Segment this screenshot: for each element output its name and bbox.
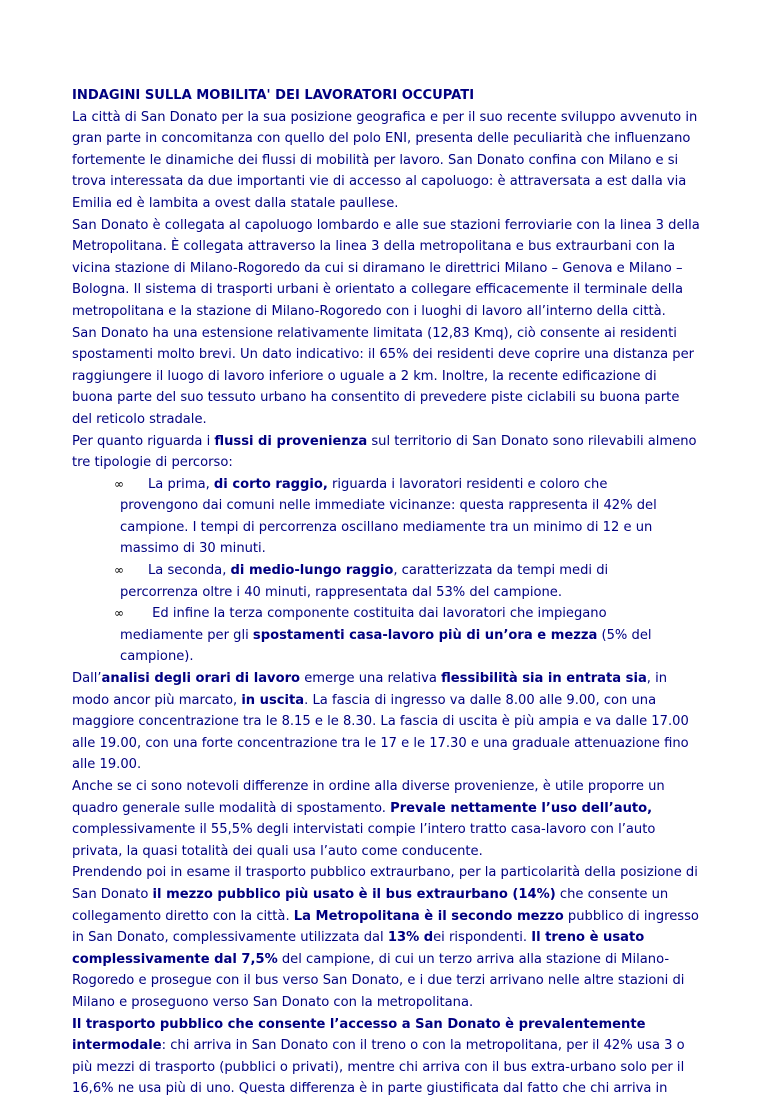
text-run: in San Donato, complessivamente utilizzata dal: [72, 930, 388, 946]
bold-text: intermodale: [72, 1038, 162, 1054]
bold-text: di corto raggio,: [213, 476, 328, 492]
paragraph-line: [72, 1035, 704, 1057]
text-run: La prima,: [148, 476, 214, 492]
text-run: , caratterizzata da tempi medi di: [393, 563, 609, 579]
paragraph-line: gran parte in concomitanza con quello del polo ENI, presenta delle peculiarità che influenzano: [72, 131, 691, 147]
paragraph-line: 16,6% ne usa più di uno. Questa differenza è in parte giustificata dal fatto che chi arriva in: [72, 1081, 668, 1097]
paragraph-line: alle 19.00.: [72, 757, 142, 773]
paragraph-line: Anche se ci sono notevoli differenze in ordine alla diverse provenienze, è utile proporre un: [72, 779, 665, 794]
paragraph-line: alle 19.00, con una forte concentrazione tra le 17 e le 17.30 e una graduale attenuazione fino: [72, 735, 689, 751]
bold-text: in uscita: [241, 692, 305, 708]
text-run: . La fascia di ingresso va dalle 8.00 alle 9.00, con una: [304, 692, 657, 708]
bold-text: complessivamente dal 7,5%: [72, 951, 278, 967]
bold-text: flussi di provenienza: [214, 433, 368, 449]
text-run: San Donato: [72, 886, 153, 902]
bold-text: Prevale nettamente l’uso dell’auto,: [390, 800, 653, 816]
paragraph-line: [72, 906, 704, 928]
document-body: [72, 85, 704, 1100]
paragraph-line: privata, la quasi totalità dei quali usa l’auto come conducente.: [72, 843, 483, 859]
document-title: INDAGINI SULLA MOBILITA' DEI LAVORATORI OCCUPATI: [72, 88, 475, 103]
paragraph-line: Milano e proseguono verso San Donato con la metropolitana.: [72, 994, 474, 1010]
paragraph-line: spostamenti molto brevi. Un dato indicativo: il 65% dei residenti deve coprire una distanza per: [72, 347, 695, 363]
paragraph-line: Rogoredo e prosegue con il bus verso San Donato, e i due terzi arrivano nelle altre stazioni di: [72, 973, 685, 989]
paragraph-line: [72, 798, 704, 820]
text-run: Per quanto riguarda i: [72, 433, 215, 449]
paragraph-line: maggiore concentrazione tra le 8.15 e le 8.30. La fascia di uscita è più ampia e va dalle 17.00: [72, 714, 689, 730]
bullet-continuation: massimo di 30 minuti.: [120, 541, 266, 557]
bullet-continuation: percorrenza oltre i 40 minuti, rappresentata dal 53% del campione.: [120, 584, 562, 600]
bullet-item: [72, 474, 704, 496]
bold-text: spostamenti casa-lavoro più di un’ora e mezza: [252, 627, 598, 643]
bullet-continuation: provengono dai comuni nelle immediate vicinanze: questa rappresenta il 42% del: [120, 498, 657, 514]
text-run: emerge una relativa: [300, 671, 442, 687]
text-run: mediamente per gli: [120, 627, 253, 643]
text-run: , in: [646, 671, 668, 687]
paragraph-line: San Donato è collegata al capoluogo lombardo e alle sue stazioni ferroviarie con la linea 3 della: [72, 217, 700, 233]
paragraph-line: complessivamente il 55,5% degli intervistati compie l’intero tratto casa-lavoro con l’auto: [72, 822, 656, 838]
paragraph-line: [72, 690, 704, 712]
paragraph-line: tre tipologie di percorso:: [72, 455, 233, 471]
paragraph-line: Bologna. Il sistema di trasporti urbani è orientato a collegare efficacemente il terminale della: [72, 282, 684, 298]
bold-text: Il treno è usato: [531, 930, 645, 946]
paragraph-line: raggiungere il luogo di lavoro inferiore o uguale a 2 km. Inoltre, la recente edificazione di: [72, 368, 657, 384]
paragraph-line: metropolitana e la stazione di Milano-Rogoredo con i luoghi di lavoro all’interno della città.: [72, 303, 666, 319]
paragraph-line: buona parte del suo tessuto urbano ha consentito di prevedere piste ciclabili su buona parte: [72, 390, 680, 406]
text-run: riguarda i lavoratori residenti e coloro che: [327, 476, 608, 492]
text-run: (5% del: [597, 627, 652, 643]
paragraph-line: più mezzi di trasporto (pubblici o privati), mentre chi arriva con il bus extra-urbano solo per il: [72, 1059, 685, 1075]
paragraph-line: Prendendo poi in esame il trasporto pubblico extraurbano, per la particolarità della posizione di: [72, 865, 698, 881]
paragraph-line: Metropolitana. È collegata attraverso la linea 3 della metropolitana e bus extraurbani con la: [72, 239, 676, 255]
text-run: modo ancor più marcato,: [72, 692, 242, 708]
bold-text: il mezzo pubblico più usato è il bus extraurbano (14%): [152, 886, 556, 902]
paragraph-line: Il trasporto pubblico che consente l’accesso a San Donato è prevalentemente: [72, 1016, 646, 1032]
text-run: collegamento diretto con la città.: [72, 908, 294, 924]
paragraph-line: [72, 431, 704, 453]
bullet-item: [72, 603, 704, 625]
paragraph-line: [72, 949, 704, 971]
text-run: : chi arriva in San Donato con il treno o con la metropolitana, per il 42% usa 3 o: [161, 1038, 685, 1054]
text-run: che consente un: [555, 886, 669, 902]
bold-text: La Metropolitana è il secondo mezzo: [293, 908, 564, 924]
paragraph-line: trova interessata da due importanti vie di accesso al capoluogo: è attraversata a est dalla via: [72, 174, 687, 190]
text-run: La seconda,: [148, 563, 231, 579]
paragraph-line: San Donato ha una estensione relativamente limitata (12,83 Kmq), ciò consente ai residenti: [72, 325, 677, 341]
paragraph-line: La città di San Donato per la sua posizione geografica e per il suo recente sviluppo avvenuto in: [72, 109, 698, 125]
text-run: quadro generale sulle modalità di spostamento.: [72, 800, 391, 816]
text-run: ei rispondenti.: [433, 930, 532, 946]
bullet-item: [72, 560, 704, 582]
text-run: pubblico di ingresso: [563, 908, 699, 924]
paragraph-line: vicina stazione di Milano-Rogoredo da cui si diramano le direttrici Milano – Genova e Milano –: [72, 260, 683, 276]
text-run: Dall’: [72, 671, 102, 687]
bold-text: flessibilità sia in entrata sia: [441, 671, 647, 687]
bullet-symbol: ∞: [114, 606, 124, 621]
paragraph-line: Emilia ed è lambita a ovest dalla statale paullese.: [72, 195, 399, 211]
text-run: del campione, di cui un terzo arriva alla stazione di Milano-: [277, 951, 670, 967]
bullet-continuation: [72, 625, 704, 647]
text-run: Ed infine la terza componente costituita dai lavoratori che impiegano: [148, 606, 607, 622]
paragraph-line: del reticolo stradale.: [72, 411, 207, 427]
bullet-continuation: campione).: [120, 649, 194, 665]
bullet-continuation: campione. I tempi di percorrenza oscillano mediamente tra un minimo di 12 e un: [120, 519, 653, 535]
paragraph-line: [72, 884, 704, 906]
bullet-symbol: ∞: [114, 563, 124, 578]
bullet-symbol: ∞: [114, 476, 124, 491]
bold-text: analisi degli orari di lavoro: [101, 671, 301, 687]
bold-text: 13% d: [387, 930, 434, 946]
paragraph-line: fortemente le dinamiche dei flussi di mobilità per lavoro. San Donato confina con Milano e si: [72, 152, 679, 168]
paragraph-line: [72, 668, 704, 690]
bold-text: di medio-lungo raggio: [230, 563, 394, 579]
text-run: sul territorio di San Donato sono rilevabili almeno: [367, 433, 697, 449]
paragraph-line: [72, 927, 704, 949]
